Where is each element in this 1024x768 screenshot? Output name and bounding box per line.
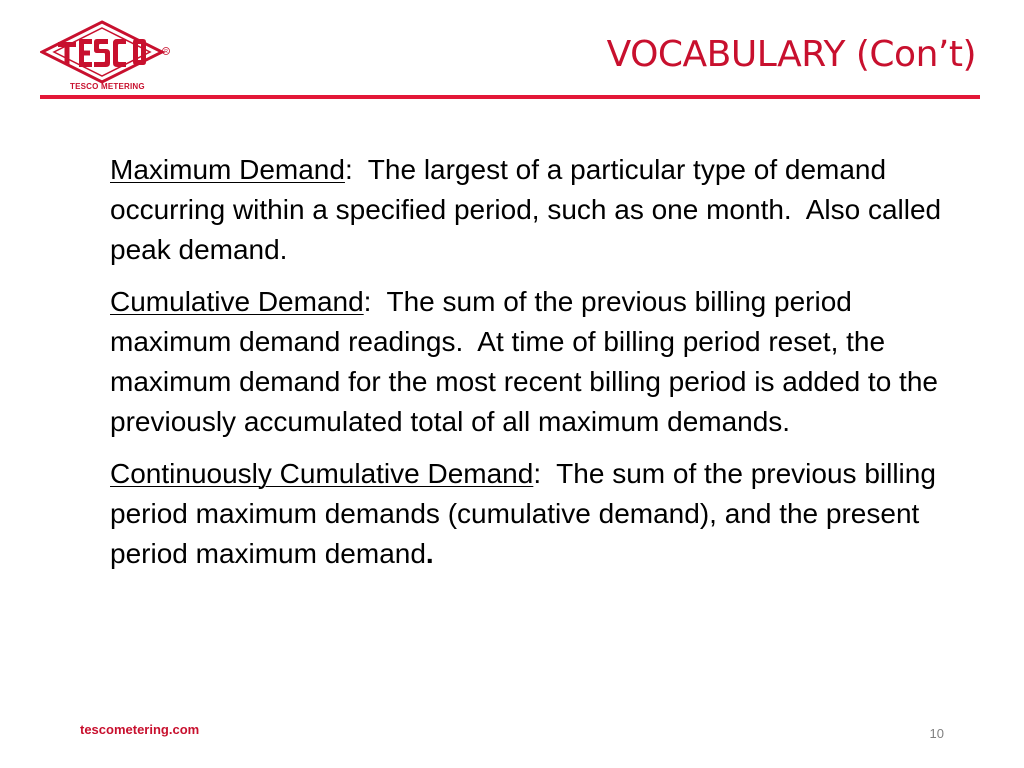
term-definition: The largest of a particular type of demand occurring within a specified period, such as one month. Also called peak demand. (110, 154, 949, 265)
term-final-period: . (425, 538, 434, 569)
term-definition: The sum of the previous billing period maximum demand readings. At time of billing period reset, the maximum demand for the most recent billing period is added to the previously accumulated total of all maximum demands. (110, 286, 946, 437)
footer-website: tescometering.com (80, 722, 200, 737)
term-name: Cumulative Demand (110, 286, 364, 317)
term-name: Continuously Cumulative Demand (110, 458, 534, 489)
slide-title: VOCABULARY (Con’t) (606, 34, 976, 75)
term-definition: The sum of the previous billing period maximum demands (cumulative demand), and the present period maximum demand (110, 458, 944, 569)
svg-text:R: R (164, 49, 168, 55)
term-separator: : (363, 286, 372, 317)
term-name: Maximum Demand (110, 154, 345, 185)
term-continuously-cumulative-demand (110, 454, 960, 574)
term-maximum-demand (110, 150, 960, 270)
term-separator: : (533, 458, 542, 489)
term-cumulative-demand (110, 282, 960, 442)
logo-caption: TESCO METERING (70, 82, 145, 91)
vocabulary-list (110, 150, 960, 574)
header-divider (40, 95, 980, 99)
term-separator: : (344, 154, 353, 185)
page-number: 10 (929, 726, 944, 741)
